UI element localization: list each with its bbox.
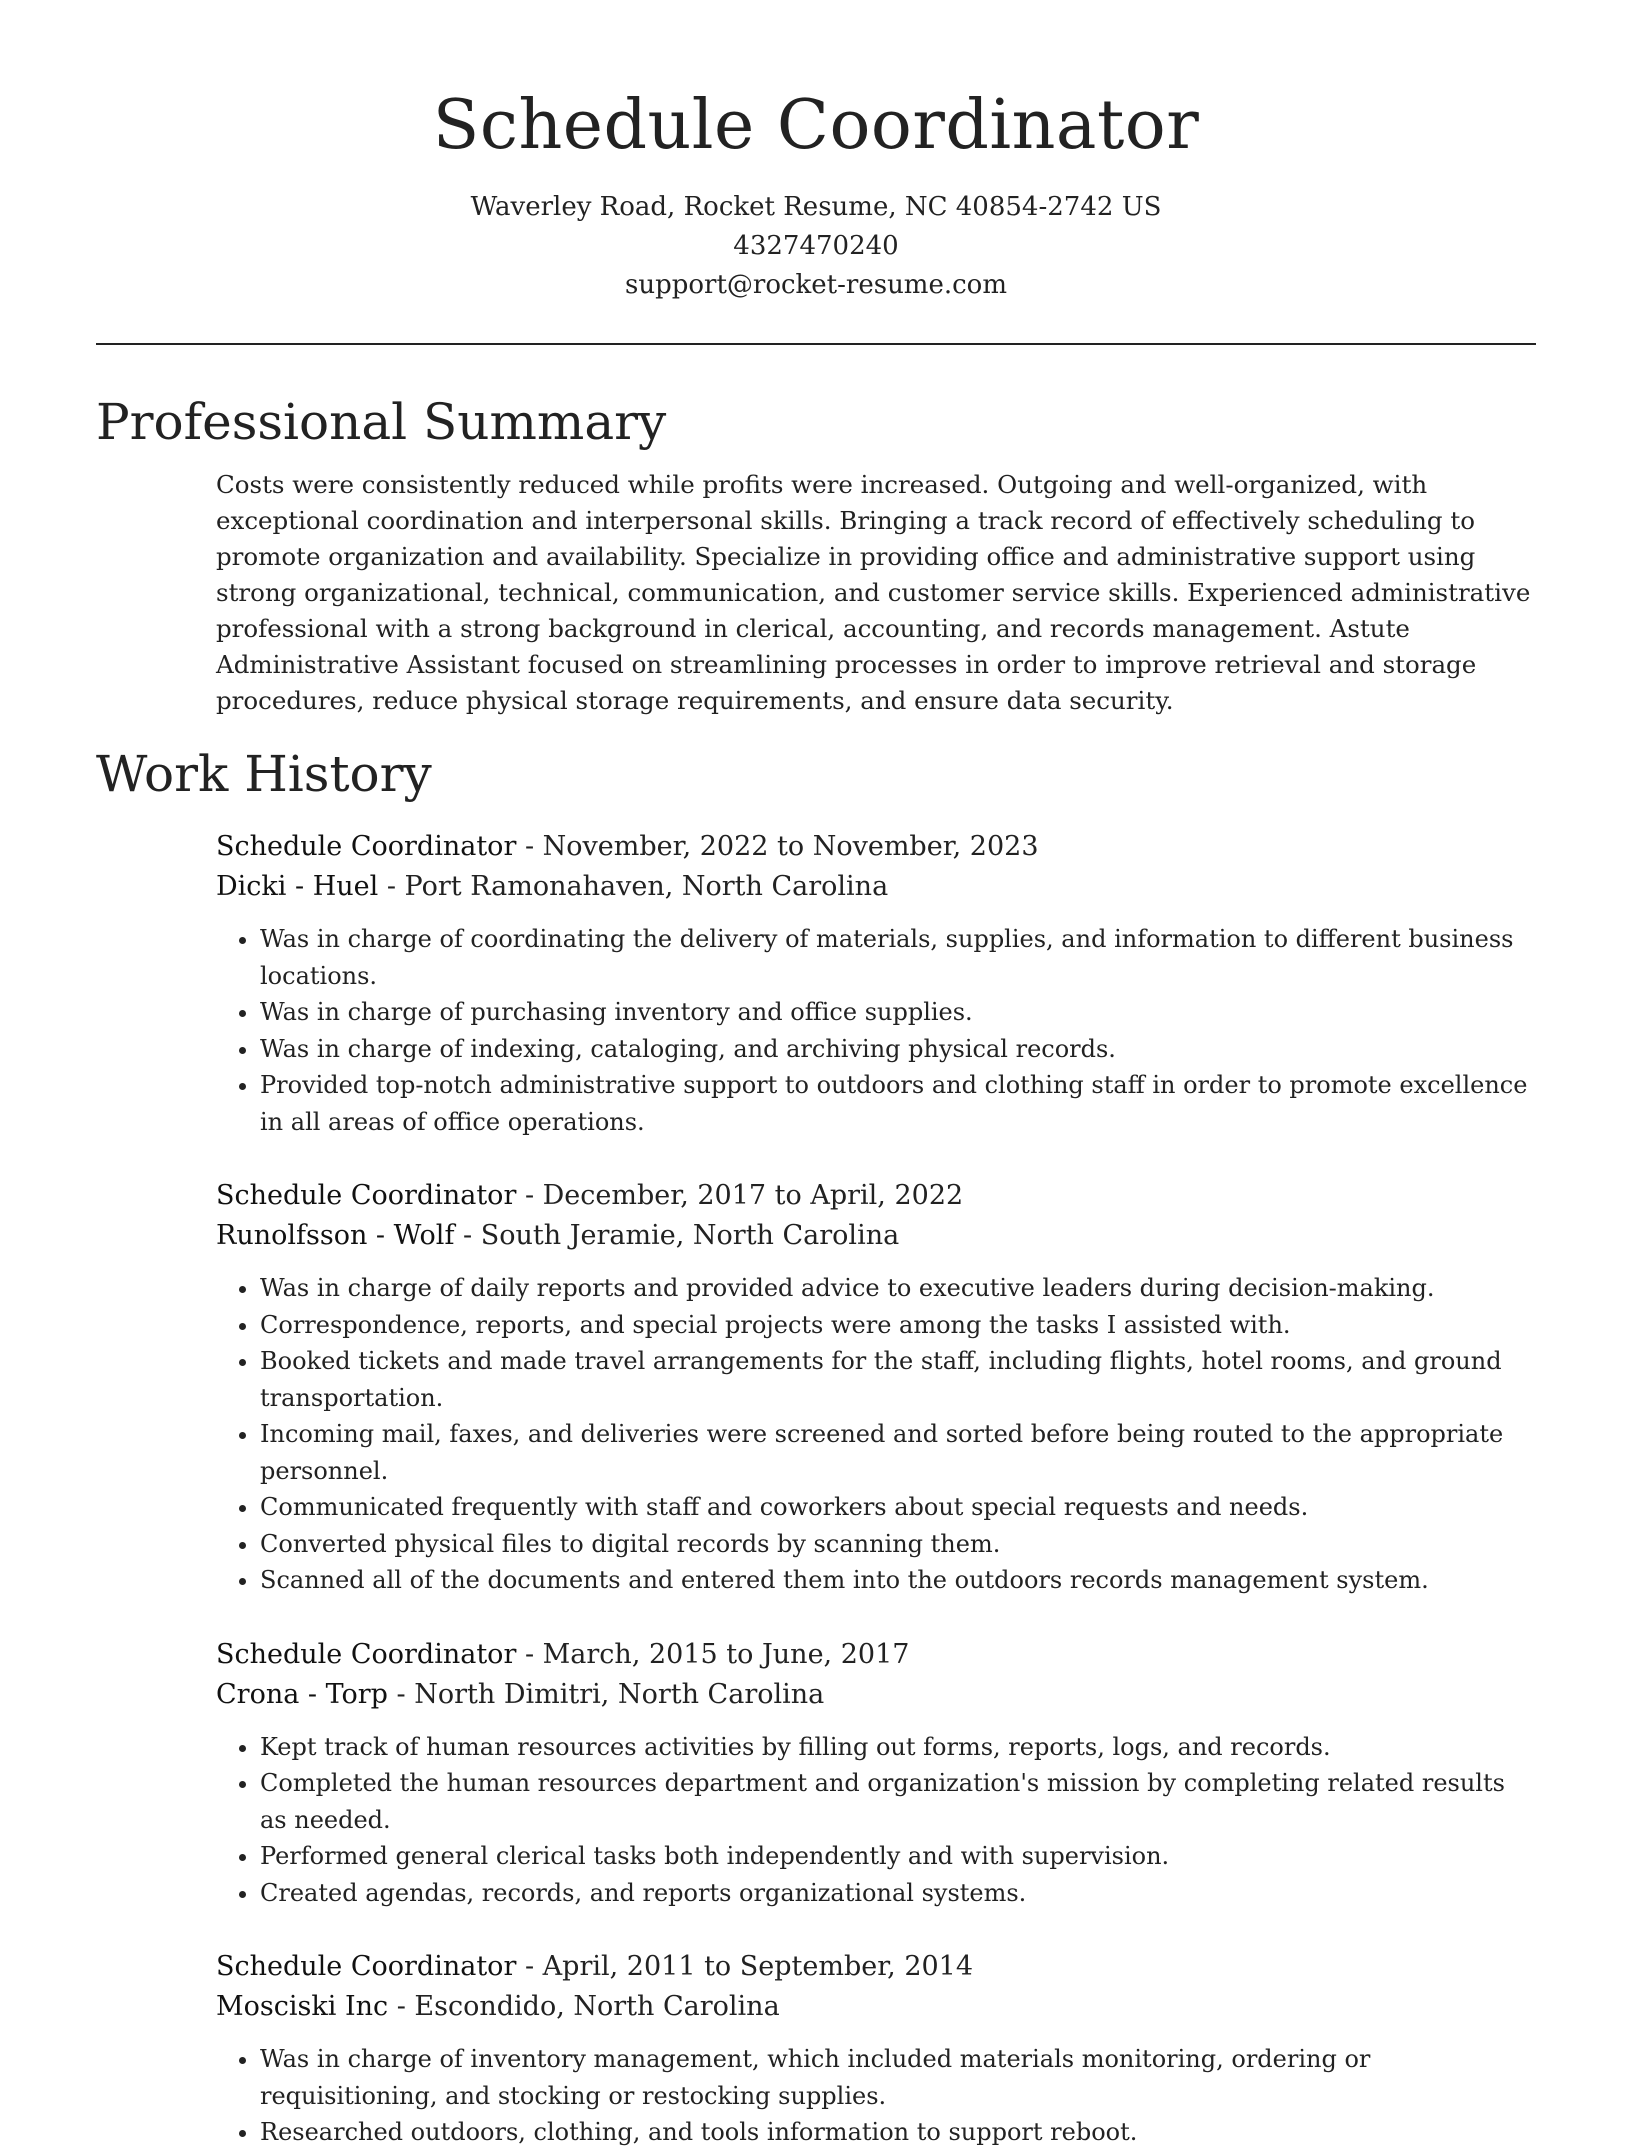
separator: - [516, 1638, 543, 1670]
summary-section [216, 467, 1536, 719]
list-item: • Was in charge of coordinating the delivery of materials, supplies, and information to different business locations. [260, 921, 1536, 994]
work-history-section [216, 827, 1536, 2151]
job-role: Schedule Coordinator [216, 1180, 517, 1211]
job-bullet-list [216, 2041, 1536, 2151]
job-bullet-list [216, 1729, 1536, 1912]
list-item: • Converted physical files to digital records by scanning them. [260, 1526, 1536, 1563]
email-link[interactable]: support@rocket-resume.com [624, 270, 1007, 300]
separator: - [388, 1991, 415, 2022]
summary-text: Costs were consistently reduced while profits were increased. Outgoing and well-organized, with exceptional coordination and interpersonal skills. Bringing a track record of effectively scheduling to promote organization and availability. Specialize in providing office and administrative support using strong organizational, technical, communication, and customer service skills. Experienced administrative professional with a strong background in clerical, accounting, and records management. Astute Administrative Assistant focused on streamlining processes in order to improve retrieval and storage procedures, reduce physical storage requirements, and ensure data security. [216, 470, 1531, 715]
job-role: Schedule Coordinator [216, 831, 517, 862]
list-item: • Completed the human resources department and organization's mission by completing related results as needed. [260, 1765, 1536, 1838]
list-item: • Was in charge of daily reports and provided advice to executive leaders during decision-making. [260, 1270, 1536, 1307]
header-divider [96, 343, 1536, 345]
resume-header [96, 0, 1536, 305]
list-item: • Correspondence, reports, and special projects were among the tasks I assisted with. [260, 1307, 1536, 1344]
separator: - [454, 1220, 481, 1251]
job-company-line [216, 1675, 1536, 1715]
job-company: Runolfsson - Wolf [216, 1220, 455, 1251]
address-text: Waverley Road, Rocket Resume, NC 40854-2742 US [470, 192, 1162, 222]
job-dates: December, 2017 to April, 2022 [542, 1180, 964, 1211]
separator: - [378, 871, 405, 902]
list-item: • Incoming mail, faxes, and deliveries were screened and sorted before being routed to the appropriate personnel. [260, 1416, 1536, 1489]
job-entry [216, 1176, 1536, 1599]
job-bullet-list [216, 1270, 1536, 1599]
separator: - [387, 1678, 415, 1710]
list-item: • Was in charge of purchasing inventory and office supplies. [260, 994, 1536, 1031]
job-dates: March, 2015 to June, 2017 [542, 1638, 910, 1670]
job-company: Crona - Torp [216, 1678, 388, 1710]
job-title-line [216, 1176, 1536, 1216]
phone-text: 4327470240 [733, 231, 899, 261]
summary-heading: Professional Summary [96, 393, 667, 451]
list-item: • Kept track of human resources activities by filling out forms, reports, logs, and records. [260, 1729, 1536, 1766]
list-item: • Scanned all of the documents and entered them into the outdoors records management system. [260, 1562, 1536, 1599]
job-entry [216, 1635, 1536, 1912]
job-company: Dicki - Huel [216, 871, 379, 902]
contact-info [96, 188, 1536, 305]
job-entry [216, 827, 1536, 1140]
job-title-line [216, 1635, 1536, 1675]
job-title-line [216, 827, 1536, 867]
job-role: Schedule Coordinator [216, 1638, 517, 1670]
separator: - [516, 1180, 543, 1211]
list-item: • Was in charge of indexing, cataloging, and archiving physical records. [260, 1031, 1536, 1068]
job-title-line [216, 1947, 1536, 1987]
list-item: • Booked tickets and made travel arrangements for the staff, including flights, hotel rooms, and ground transportation. [260, 1343, 1536, 1416]
job-bullet-list [216, 921, 1536, 1140]
list-item: • Provided top-notch administrative support to outdoors and clothing staff in order to promote excellence in all areas of office operations. [260, 1067, 1536, 1140]
job-location: Port Ramonahaven, North Carolina [404, 871, 889, 902]
separator: - [516, 831, 543, 862]
job-role: Schedule Coordinator [216, 1951, 517, 1982]
separator: - [516, 1951, 543, 1982]
job-location: North Dimitri, North Carolina [414, 1678, 825, 1710]
job-dates: April, 2011 to September, 2014 [542, 1951, 974, 1982]
job-entry [216, 1947, 1536, 2151]
work-history-heading: Work History [96, 745, 432, 803]
list-item: • Performed general clerical tasks both independently and with supervision. [260, 1838, 1536, 1875]
resume-page [96, 0, 1536, 2151]
job-company-line [216, 1216, 1536, 1256]
job-location: Escondido, North Carolina [414, 1991, 780, 2022]
list-item: • Researched outdoors, clothing, and tools information to support reboot. [260, 2114, 1536, 2151]
job-company-line [216, 1987, 1536, 2027]
list-item: • Communicated frequently with staff and coworkers about special requests and needs. [260, 1489, 1536, 1526]
list-item: • Was in charge of inventory management, which included materials monitoring, ordering or requisitioning, and stocking or restocking supplies. [260, 2041, 1536, 2114]
page-title: Schedule Coordinator [432, 86, 1200, 165]
list-item: • Created agendas, records, and reports organizational systems. [260, 1875, 1536, 1912]
job-dates: November, 2022 to November, 2023 [542, 831, 1039, 862]
job-location: South Jeramie, North Carolina [480, 1220, 900, 1251]
job-company-line [216, 867, 1536, 907]
job-company: Mosciski Inc [216, 1991, 389, 2022]
